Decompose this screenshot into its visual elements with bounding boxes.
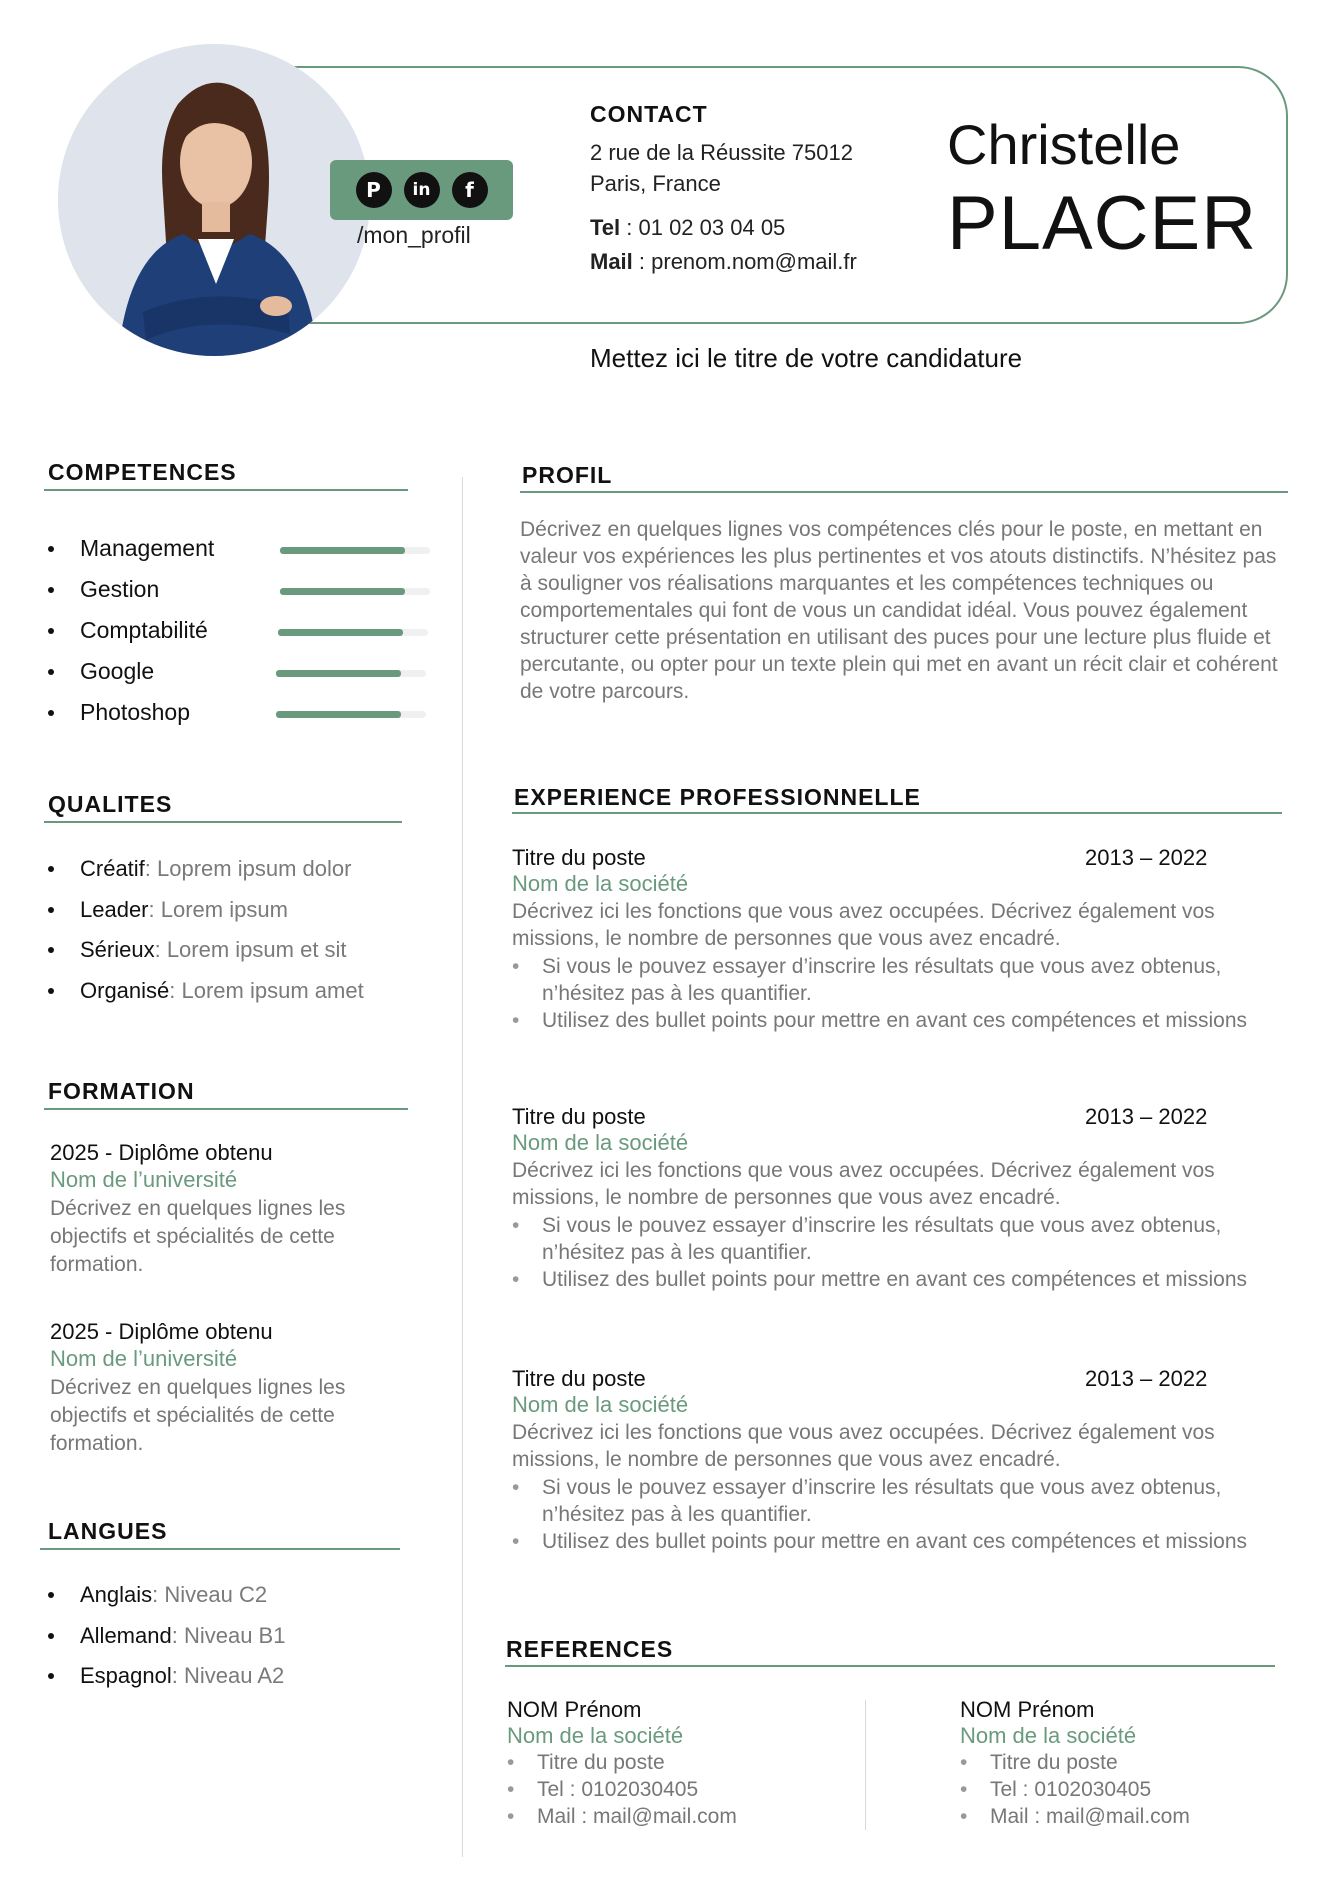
contact-mail-value: : prenom.nom@mail.fr bbox=[632, 249, 857, 274]
first-name: Christelle bbox=[947, 113, 1181, 176]
reference-company: Nom de la société bbox=[960, 1723, 1137, 1748]
bullet bbox=[48, 710, 54, 716]
skill-item bbox=[48, 576, 159, 603]
profil-title: PROFIL bbox=[522, 462, 613, 488]
formation-degree: 2025 - Diplôme obtenu bbox=[50, 1140, 273, 1165]
experience-bullets bbox=[512, 953, 1272, 1034]
bullet bbox=[48, 1633, 54, 1639]
experience-job-title: Titre du poste bbox=[512, 1366, 646, 1391]
formation-university: Nom de l’université bbox=[50, 1167, 238, 1192]
skill-label: Photoshop bbox=[80, 699, 190, 725]
language-item bbox=[48, 1663, 284, 1689]
formation-title: FORMATION bbox=[48, 1078, 195, 1104]
contact-address-line1: 2 rue de la Réussite 75012 bbox=[590, 140, 853, 165]
bullet bbox=[48, 587, 54, 593]
quality-label: Organisé bbox=[80, 978, 170, 1003]
quality-item bbox=[48, 978, 364, 1004]
skill-label: Google bbox=[80, 658, 155, 684]
formation-description: Décrivez en quelques lignes les objectifs et spécialités de cette formation. bbox=[50, 1197, 346, 1276]
experience-bullets bbox=[512, 1212, 1272, 1293]
reference-name: NOM Prénom bbox=[507, 1697, 642, 1722]
skill-item bbox=[48, 535, 214, 562]
references-divider bbox=[865, 1700, 866, 1830]
quality-item bbox=[48, 937, 347, 963]
quality-item bbox=[48, 897, 288, 923]
reference-card bbox=[507, 1697, 847, 1830]
bullet bbox=[48, 669, 54, 675]
bullet bbox=[48, 947, 54, 953]
formation-underline bbox=[44, 1108, 408, 1110]
quality-label: Leader bbox=[80, 897, 149, 922]
langues-underline bbox=[40, 1548, 400, 1550]
reference-mail[interactable]: • Mail : mail@mail.com bbox=[507, 1803, 847, 1830]
job-title: Mettez ici le titre de votre candidature bbox=[590, 343, 1023, 373]
skill-bar-track bbox=[280, 588, 430, 595]
reference-poste: • Titre du poste bbox=[507, 1749, 847, 1776]
facebook-icon[interactable]: f bbox=[452, 172, 488, 208]
skill-label: Gestion bbox=[80, 576, 160, 602]
experience-bullet: • Si vous le pouvez essayer d’inscrire les résultats que vous avez obtenus, n’hésitez pas à les quantifier. bbox=[512, 1474, 1272, 1528]
bullet bbox=[48, 1592, 54, 1598]
reference-details bbox=[960, 1749, 1300, 1830]
references-underline bbox=[505, 1665, 1275, 1667]
experience-dates: 2013 – 2022 bbox=[1085, 845, 1208, 870]
experience-job-title: Titre du poste bbox=[512, 845, 646, 870]
experience-underline bbox=[512, 812, 1282, 814]
reference-poste: • Titre du poste bbox=[960, 1749, 1300, 1776]
experience-dates: 2013 – 2022 bbox=[1085, 1104, 1208, 1129]
profil-text: Décrivez en quelques lignes vos compétences clés pour le poste, en mettant en valeur vos expériences les plus pertinentes et vos atouts distinctifs. N’hésitez pas à souligner vos réalisations marquantes et les compétences techniques ou comportementales qui font de vous un candidat idéal. Vous pouvez également structurer cette présentation en utilisant des puces pour une lecture plus fluide et percutante, ou opter pour un texte plein qui met en avant un récit clair et cohérent de votre parcours. bbox=[520, 518, 1278, 703]
experience-bullet: • Si vous le pouvez essayer d’inscrire les résultats que vous avez obtenus, n’hésitez pas à les quantifier. bbox=[512, 953, 1272, 1007]
contact-mail-label: Mail bbox=[590, 249, 633, 274]
quality-desc: : Lorem ipsum amet bbox=[169, 978, 364, 1003]
quality-desc: : Lorem ipsum bbox=[148, 897, 288, 922]
skill-item bbox=[48, 699, 190, 726]
references-title: REFERENCES bbox=[506, 1636, 674, 1662]
quality-desc: : Lorem ipsum et sit bbox=[154, 937, 347, 962]
profile-photo-illustration bbox=[58, 44, 370, 356]
qualites-underline bbox=[44, 821, 402, 823]
experience-title: EXPERIENCE PROFESSIONNELLE bbox=[514, 784, 921, 810]
experience-bullet: • Utilisez des bullet points pour mettre en avant ces compétences et missions bbox=[512, 1007, 1272, 1034]
reference-card bbox=[960, 1697, 1300, 1830]
pinterest-icon[interactable]: P bbox=[356, 172, 392, 208]
reference-details bbox=[507, 1749, 847, 1830]
experience-bullet: • Utilisez des bullet points pour mettre en avant ces compétences et missions bbox=[512, 1528, 1272, 1555]
reference-company: Nom de la société bbox=[507, 1723, 684, 1748]
skill-label: Management bbox=[80, 535, 215, 561]
profile-link[interactable]: /mon_profil bbox=[357, 222, 471, 248]
experience-company: Nom de la société bbox=[512, 1130, 689, 1155]
formation-degree: 2025 - Diplôme obtenu bbox=[50, 1319, 273, 1344]
skill-bar-fill bbox=[276, 711, 401, 718]
experience-dates: 2013 – 2022 bbox=[1085, 1366, 1208, 1391]
reference-tel: • Tel : 0102030405 bbox=[507, 1776, 847, 1803]
contact-tel-label: Tel bbox=[590, 215, 621, 240]
experience-description: Décrivez ici les fonctions que vous avez occupées. Décrivez également vos missions, le nombre de personnes que vous avez encadré. bbox=[512, 900, 1215, 950]
language-level: : Niveau A2 bbox=[171, 1663, 285, 1688]
experience-job-title: Titre du poste bbox=[512, 1104, 646, 1129]
bullet bbox=[48, 907, 54, 913]
quality-label: Créatif bbox=[80, 856, 145, 881]
column-divider bbox=[462, 477, 463, 1857]
skill-label: Comptabilité bbox=[80, 617, 208, 643]
language-item bbox=[48, 1582, 267, 1608]
skill-bar-track bbox=[278, 629, 428, 636]
reference-tel: • Tel : 0102030405 bbox=[960, 1776, 1300, 1803]
contact-tel bbox=[590, 215, 785, 241]
langues-title: LANGUES bbox=[48, 1518, 168, 1544]
experience-description: Décrivez ici les fonctions que vous avez occupées. Décrivez également vos missions, le nombre de personnes que vous avez encadré. bbox=[512, 1159, 1215, 1209]
reference-mail[interactable]: • Mail : mail@mail.com bbox=[960, 1803, 1300, 1830]
contact-mail bbox=[590, 249, 857, 275]
skill-bar-track bbox=[280, 547, 430, 554]
experience-description: Décrivez ici les fonctions que vous avez occupées. Décrivez également vos missions, le nombre de personnes que vous avez encadré. bbox=[512, 1421, 1215, 1471]
skill-bar-fill bbox=[280, 588, 405, 595]
competences-title: COMPETENCES bbox=[48, 459, 237, 485]
bullet bbox=[48, 1673, 54, 1679]
language-label: Espagnol bbox=[80, 1663, 172, 1688]
contact-tel-value: : 01 02 03 04 05 bbox=[620, 215, 786, 240]
profil-underline bbox=[520, 491, 1288, 493]
social-links bbox=[330, 160, 513, 220]
formation-description: Décrivez en quelques lignes les objectifs et spécialités de cette formation. bbox=[50, 1376, 346, 1455]
experience-company: Nom de la société bbox=[512, 871, 689, 896]
skill-bar-fill bbox=[276, 670, 401, 677]
language-level: : Niveau C2 bbox=[152, 1582, 268, 1607]
competences-underline bbox=[44, 489, 408, 491]
quality-label: Sérieux bbox=[80, 937, 155, 962]
skill-bar-track bbox=[276, 711, 426, 718]
experience-bullet: • Utilisez des bullet points pour mettre en avant ces compétences et missions bbox=[512, 1266, 1272, 1293]
contact-address-line2: Paris, France bbox=[590, 171, 721, 196]
skill-item bbox=[48, 658, 154, 685]
language-item bbox=[48, 1623, 285, 1649]
language-level: : Niveau B1 bbox=[171, 1623, 286, 1648]
language-label: Allemand bbox=[80, 1623, 172, 1648]
skill-bar-track bbox=[276, 670, 426, 677]
bullet bbox=[48, 866, 54, 872]
reference-name: NOM Prénom bbox=[960, 1697, 1095, 1722]
experience-company: Nom de la société bbox=[512, 1392, 689, 1417]
experience-bullet: • Si vous le pouvez essayer d’inscrire les résultats que vous avez obtenus, n’hésitez pas à les quantifier. bbox=[512, 1212, 1272, 1266]
quality-desc: : Loprem ipsum dolor bbox=[144, 856, 352, 881]
language-label: Anglais bbox=[80, 1582, 153, 1607]
contact-title: CONTACT bbox=[590, 101, 708, 127]
bullet bbox=[48, 988, 54, 994]
skill-item bbox=[48, 617, 208, 644]
skill-bar-fill bbox=[280, 547, 405, 554]
qualites-title: QUALITES bbox=[48, 791, 173, 817]
linkedin-icon[interactable]: in bbox=[404, 172, 440, 208]
bullet bbox=[48, 628, 54, 634]
profile-photo bbox=[58, 44, 370, 356]
last-name: PLACER bbox=[947, 181, 1258, 266]
experience-bullets bbox=[512, 1474, 1272, 1555]
skill-bar-fill bbox=[278, 629, 403, 636]
quality-item bbox=[48, 856, 351, 882]
bullet bbox=[48, 546, 54, 552]
formation-university: Nom de l’université bbox=[50, 1346, 238, 1371]
